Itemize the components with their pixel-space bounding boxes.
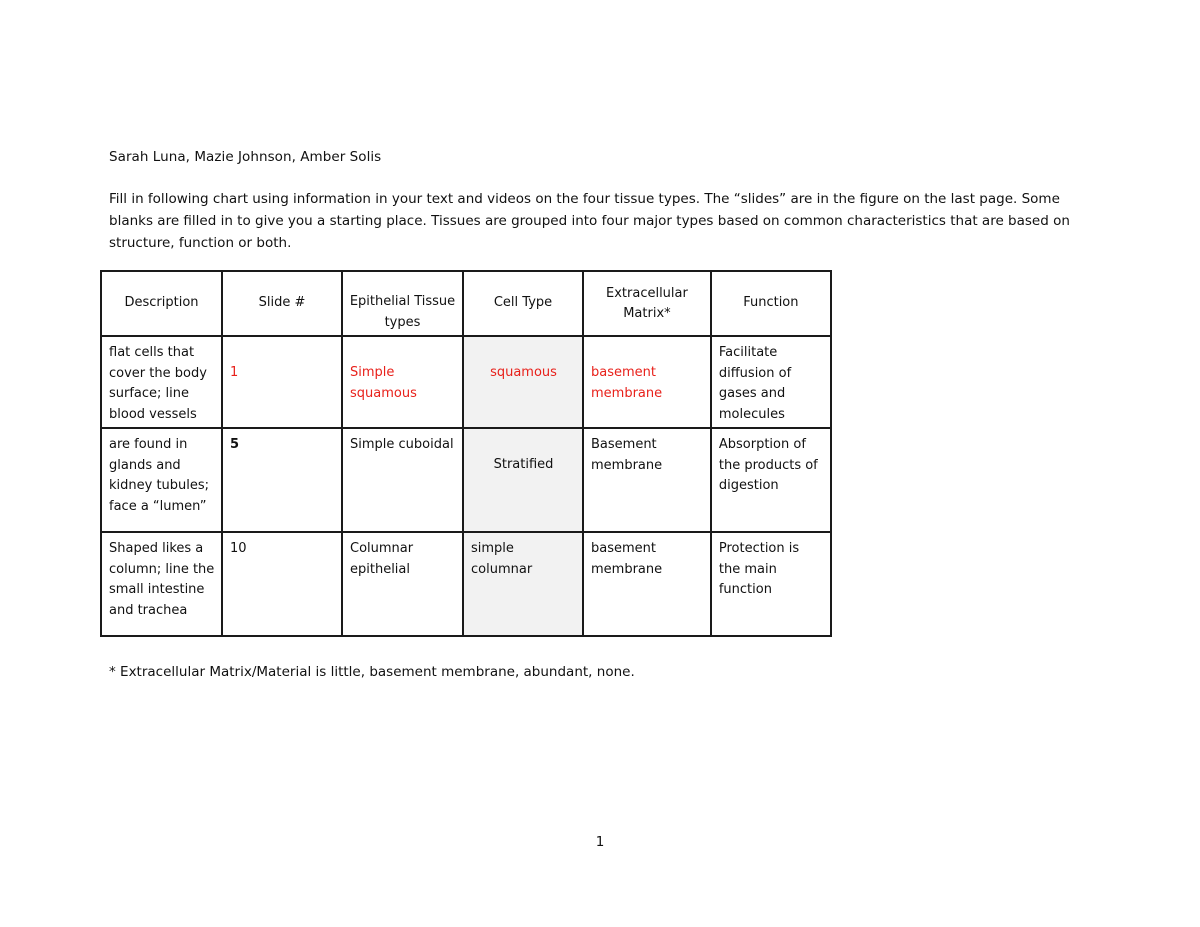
instructions-text: Fill in following chart using information in your text and videos on the four tissue types. The “slides” are in the figure on the last page. Some blanks are filled in to give you a starting place. Tissues are grouped into four major types based on common characteristics that are based on structure, function or both. bbox=[109, 191, 1070, 251]
header-slide: Slide # bbox=[222, 271, 342, 336]
cell-epithelial: Simple cuboidal bbox=[342, 428, 463, 532]
cell-extracellular-matrix: basement membrane bbox=[583, 532, 711, 636]
cell-function: Facilitate diffusion of gases and molecules bbox=[711, 336, 831, 428]
cell-function: Protection is the main function bbox=[711, 532, 831, 636]
table-row bbox=[101, 428, 831, 532]
cell-cell-type: Stratified bbox=[463, 428, 583, 532]
table-header-row bbox=[101, 271, 831, 336]
header-cell-type: Cell Type bbox=[463, 271, 583, 336]
cell-extracellular-matrix: Basement membrane bbox=[583, 428, 711, 532]
header-epithelial-tissue-types: Epithelial Tissue types bbox=[342, 271, 463, 336]
table-row bbox=[101, 532, 831, 636]
page-number: 1 bbox=[595, 834, 605, 850]
cell-cell-type: simple columnar bbox=[463, 532, 583, 636]
cell-function: Absorption of the products of digestion bbox=[711, 428, 831, 532]
cell-slide: 10 bbox=[222, 532, 342, 636]
header-description: Description bbox=[101, 271, 222, 336]
cell-description: flat cells that cover the body surface; line blood vessels bbox=[101, 336, 222, 428]
instructions-paragraph bbox=[109, 188, 1079, 254]
cell-description: are found in glands and kidney tubules; face a “lumen” bbox=[101, 428, 222, 532]
cell-slide: 5 bbox=[222, 428, 342, 532]
tissue-chart-table bbox=[100, 270, 832, 637]
table-row bbox=[101, 336, 831, 428]
cell-slide: 1 bbox=[222, 336, 342, 428]
header-function: Function bbox=[711, 271, 831, 336]
cell-epithelial: Simple squamous bbox=[342, 336, 463, 428]
author-names: Sarah Luna, Mazie Johnson, Amber Solis bbox=[109, 149, 382, 165]
cell-epithelial: Columnar epithelial bbox=[342, 532, 463, 636]
footnote: * Extracellular Matrix/Material is little, basement membrane, abundant, none. bbox=[109, 664, 635, 680]
cell-extracellular-matrix: basement membrane bbox=[583, 336, 711, 428]
cell-cell-type: squamous bbox=[463, 336, 583, 428]
header-extracellular-matrix: Extracellular Matrix* bbox=[583, 271, 711, 336]
cell-description: Shaped likes a column; line the small intestine and trachea bbox=[101, 532, 222, 636]
